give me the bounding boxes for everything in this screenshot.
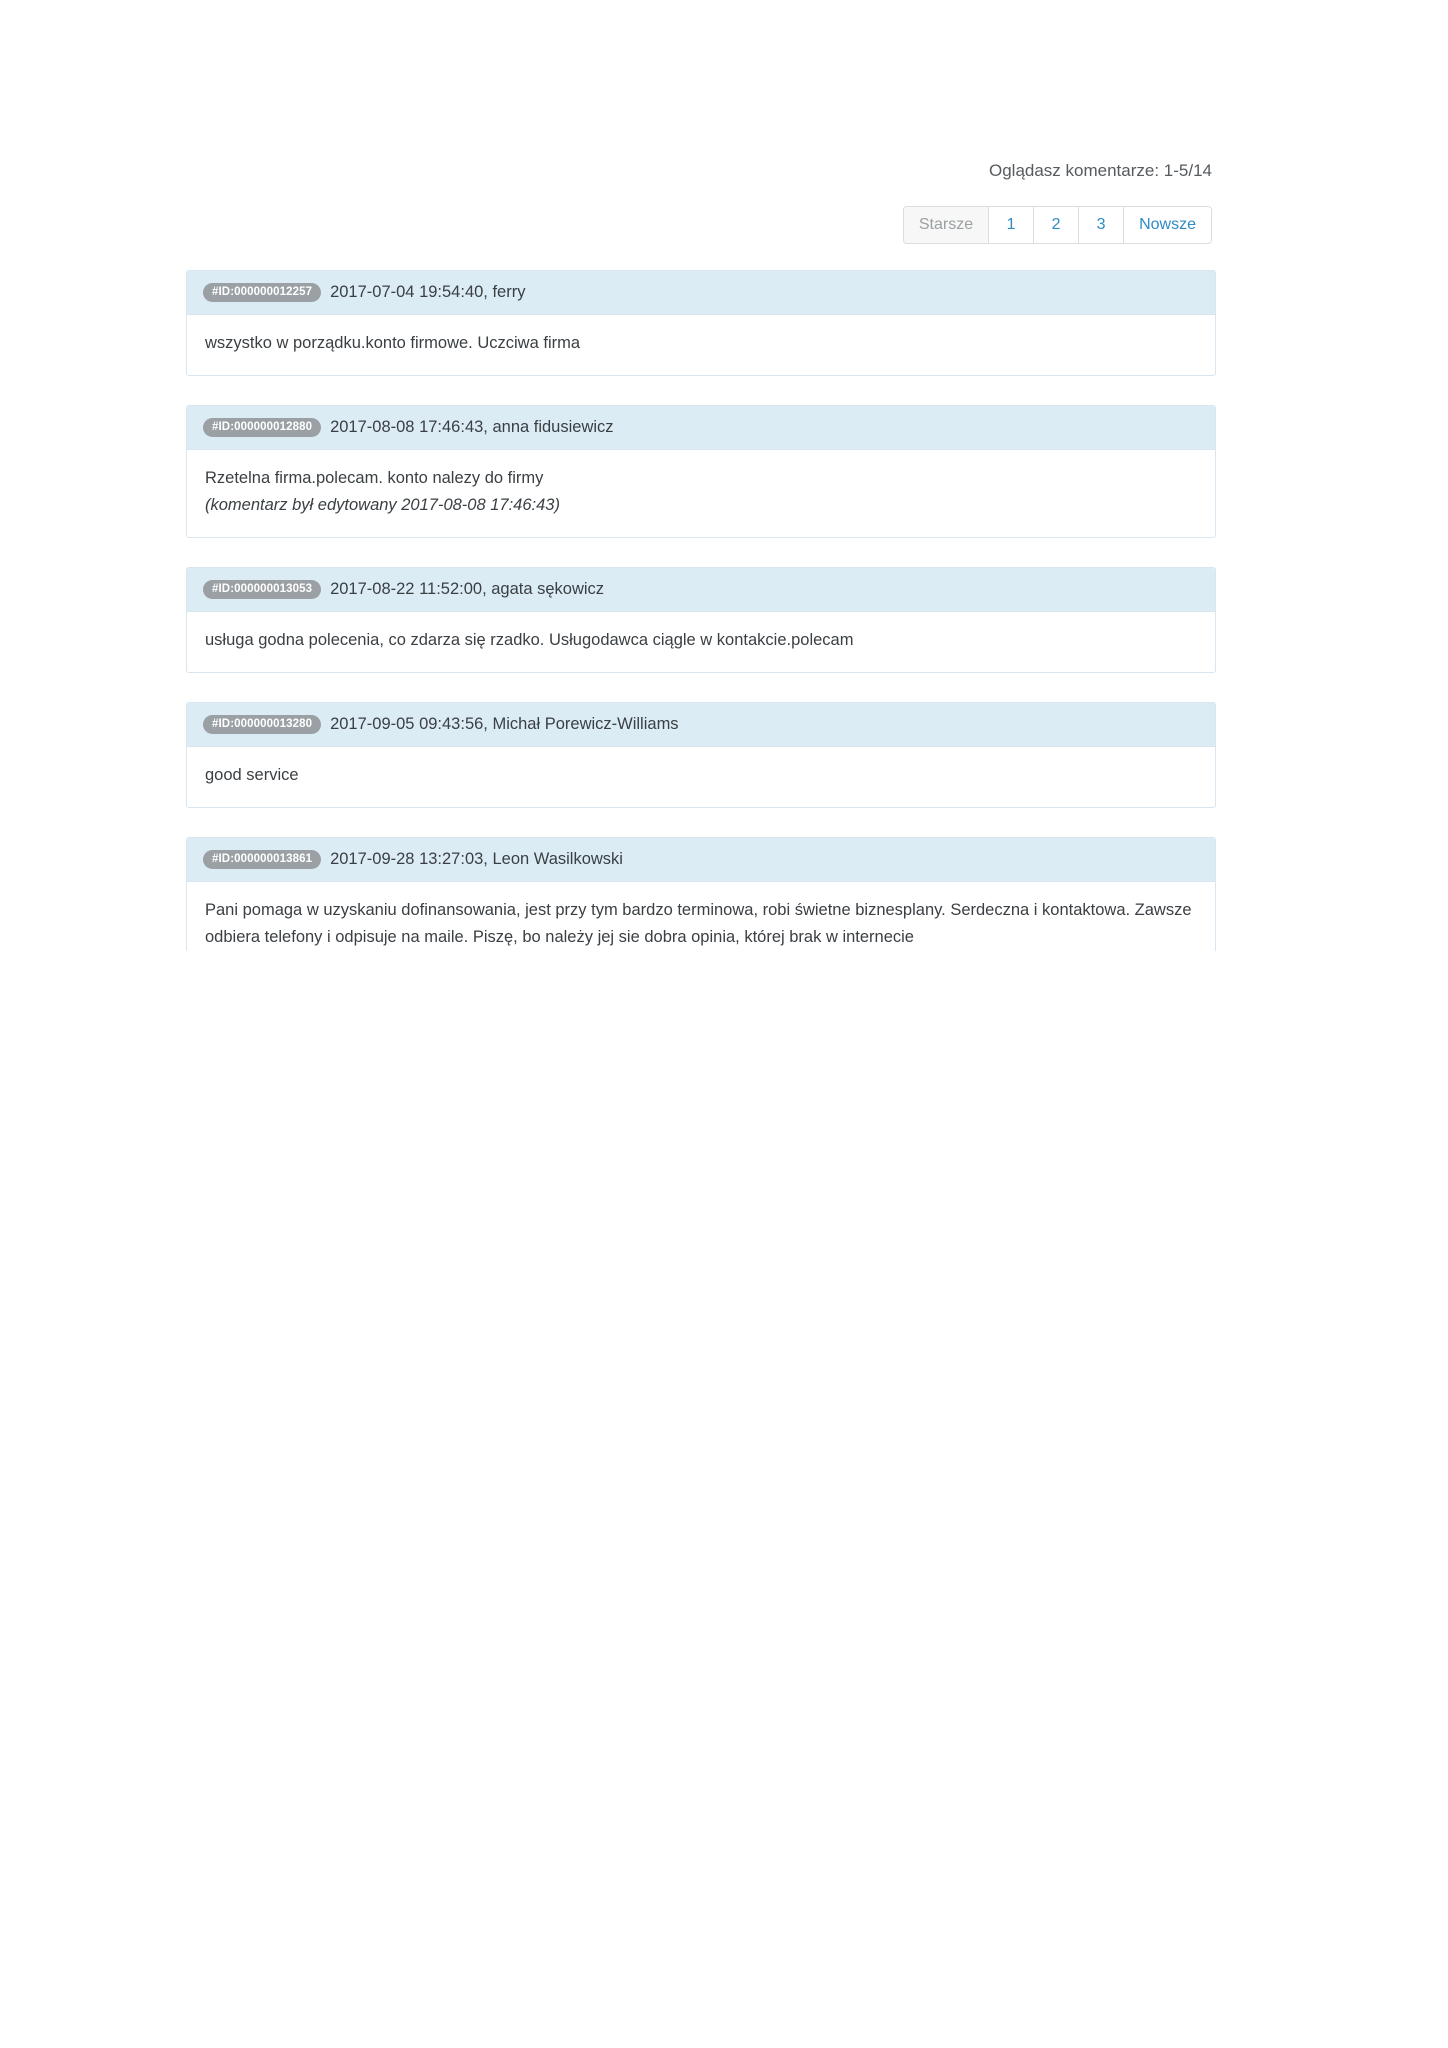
comment-edited-note: (komentarz był edytowany 2017-08-08 17:46:43) (205, 496, 560, 514)
pagination-page-3[interactable]: 3 (1079, 207, 1124, 243)
comment-id-badge: #ID:000000013861 (203, 850, 321, 869)
comment-meta: 2017-08-08 17:46:43, anna fidusiewicz (330, 418, 614, 436)
comment-item (186, 405, 1216, 538)
comments-counter: Oglądasz komentarze: 1-5/14 (988, 161, 1212, 180)
comment-meta: 2017-09-28 13:27:03, Leon Wasilkowski (330, 850, 623, 868)
comment-header (187, 406, 1215, 450)
comment-text: wszystko w porządku.konto firmowe. Uczciwa firma (205, 334, 581, 352)
comment-body (187, 612, 1215, 672)
pagination-page-2[interactable]: 2 (1034, 207, 1079, 243)
comment-header (187, 838, 1215, 882)
pagination-page-1[interactable]: 1 (989, 207, 1034, 243)
comment-body (187, 450, 1215, 537)
comment-item (186, 567, 1216, 673)
comment-body (187, 315, 1215, 375)
pagination-next[interactable]: Nowsze (1124, 207, 1211, 243)
pagination-row (186, 206, 1216, 244)
comment-item (186, 837, 1216, 951)
comment-body (187, 882, 1215, 951)
comment-item (186, 270, 1216, 376)
comments-list (186, 270, 1216, 951)
comment-body (187, 747, 1215, 807)
pagination (903, 206, 1212, 244)
comment-text: usługa godna polecenia, co zdarza się rzadko. Usługodawca ciągle w kontakcie.polecam (205, 631, 854, 649)
comment-meta: 2017-09-05 09:43:56, Michał Porewicz-Williams (330, 715, 679, 733)
comment-meta: 2017-07-04 19:54:40, ferry (330, 283, 526, 301)
comment-id-badge: #ID:000000012880 (203, 418, 321, 437)
pagination-prev[interactable]: Starsze (904, 207, 989, 243)
comment-meta: 2017-08-22 11:52:00, agata sękowicz (330, 580, 605, 598)
comment-id-badge: #ID:000000013280 (203, 715, 321, 734)
comment-header (187, 568, 1215, 612)
comment-id-badge: #ID:000000013053 (203, 580, 321, 599)
comment-item (186, 702, 1216, 808)
comment-header (187, 271, 1215, 315)
comment-id-badge: #ID:000000012257 (203, 283, 321, 302)
comment-text: good service (205, 766, 299, 784)
comments-panel (186, 160, 1216, 980)
comment-text: Rzetelna firma.polecam. konto nalezy do firmy (205, 469, 544, 487)
comment-text: Pani pomaga w uzyskaniu dofinansowania, jest przy tym bardzo terminowa, robi świetne biznesplany. Serdeczna i kontaktowa. Zawsze odbiera telefony i odpisuje na maile. Piszę, bo należy jej sie dobra opinia, której brak w internecie (205, 901, 1192, 946)
comment-header (187, 703, 1215, 747)
